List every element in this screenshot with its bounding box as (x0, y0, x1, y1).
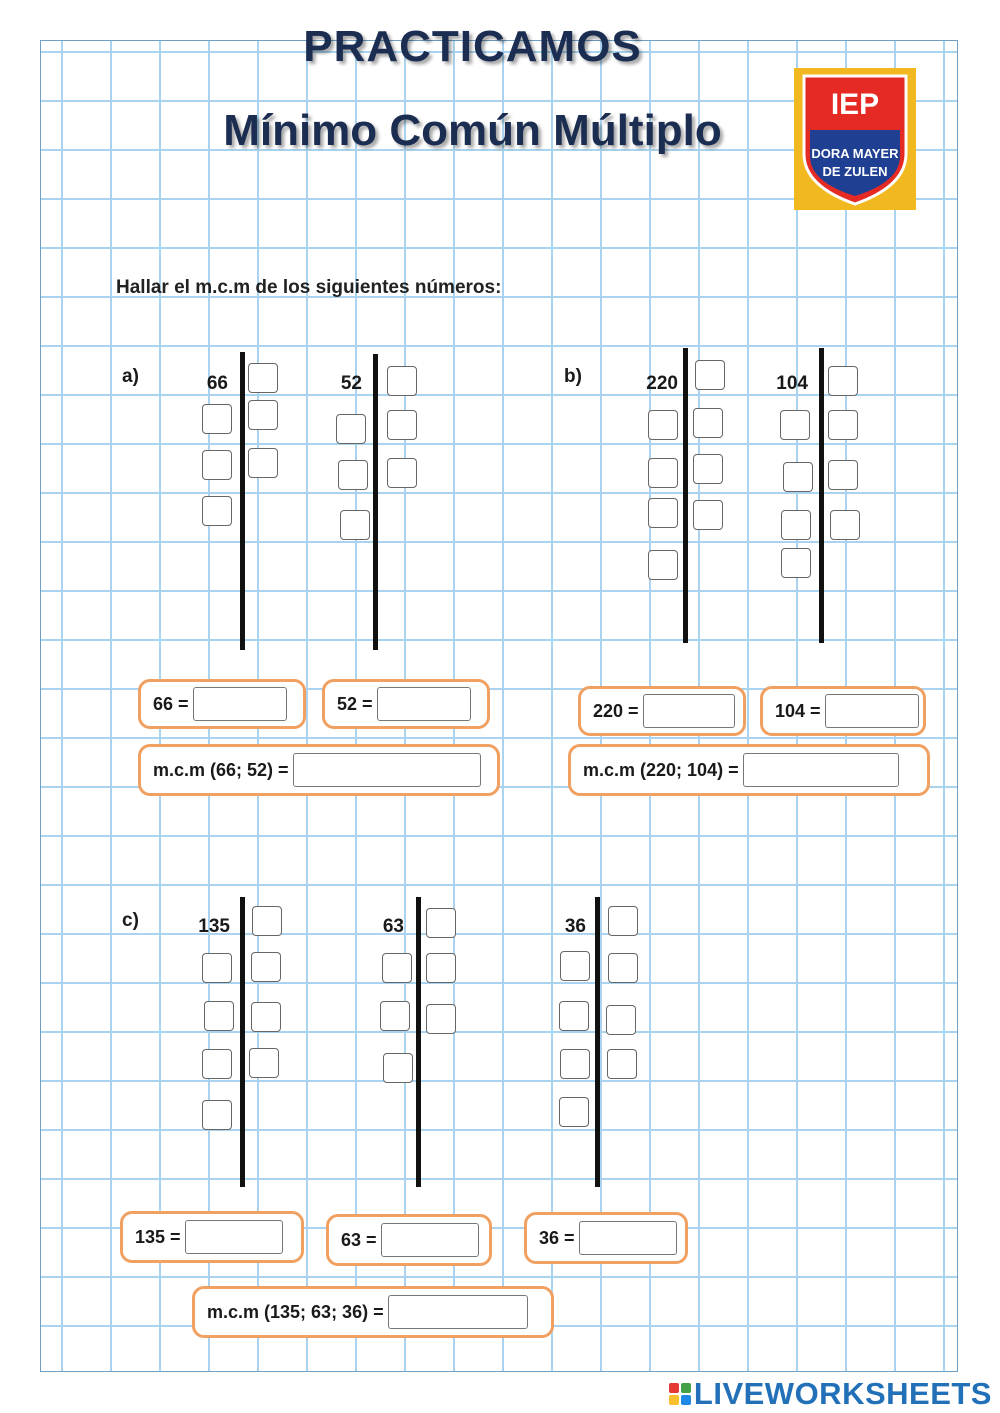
quotient-box[interactable] (387, 366, 417, 396)
quotient-box[interactable] (828, 460, 858, 490)
division-line (240, 897, 245, 1187)
answer-input[interactable] (185, 1220, 283, 1254)
quotient-box[interactable] (387, 458, 417, 488)
page-subtitle: Mínimo Común Múltiplo (223, 106, 722, 155)
answer-input[interactable] (643, 694, 735, 728)
decomposition-box-104 (760, 686, 926, 736)
decomposition-box-52 (322, 679, 490, 729)
quotient-box[interactable] (693, 454, 723, 484)
quotient-box[interactable] (249, 1048, 279, 1078)
dividend-box[interactable] (382, 953, 412, 983)
division-line (683, 348, 688, 643)
dividend-box[interactable] (202, 404, 232, 434)
dividend-box[interactable] (648, 410, 678, 440)
mcm-label: m.c.m (220; 104) = (583, 759, 739, 780)
quotient-box[interactable] (693, 500, 723, 530)
svg-text:IEP: IEP (830, 88, 880, 121)
decomposition-label: 36 = (539, 1227, 575, 1248)
decomposition-label: 52 = (337, 693, 373, 714)
dividend-box[interactable] (336, 414, 366, 444)
quotient-box[interactable] (248, 400, 278, 430)
quotient-box[interactable] (608, 953, 638, 983)
division-line (819, 348, 824, 643)
quotient-box[interactable] (607, 1049, 637, 1079)
dividend-box[interactable] (781, 510, 811, 540)
quotient-box[interactable] (828, 366, 858, 396)
dividend-box[interactable] (202, 1100, 232, 1130)
mcm-label: m.c.m (66; 52) = (153, 759, 289, 780)
number-63: 63 (382, 916, 404, 937)
mcm-answer-input[interactable] (293, 753, 481, 787)
dividend-box[interactable] (560, 951, 590, 981)
dividend-box[interactable] (648, 498, 678, 528)
quotient-box[interactable] (426, 908, 456, 938)
dividend-box[interactable] (648, 458, 678, 488)
mcm-answer-input[interactable] (743, 753, 899, 787)
division-line (240, 352, 245, 650)
answer-input[interactable] (193, 687, 287, 721)
mcm-label: m.c.m (135; 63; 36) = (207, 1301, 384, 1322)
answer-input[interactable] (381, 1223, 479, 1257)
number-52: 52 (340, 373, 362, 394)
decomposition-label: 63 = (341, 1229, 377, 1250)
instruction-text: Hallar el m.c.m de los siguientes números: (116, 277, 502, 298)
dividend-box[interactable] (783, 462, 813, 492)
quotient-box[interactable] (252, 906, 282, 936)
quotient-box[interactable] (251, 952, 281, 982)
quotient-box[interactable] (426, 1004, 456, 1034)
decomposition-label: 135 = (135, 1226, 181, 1247)
mcm-answer-input[interactable] (388, 1295, 528, 1329)
number-220: 220 (646, 373, 678, 394)
decomposition-label: 220 = (593, 700, 639, 721)
decomposition-box-36 (524, 1212, 688, 1264)
quotient-box[interactable] (387, 410, 417, 440)
division-line (416, 897, 421, 1187)
dividend-box[interactable] (781, 548, 811, 578)
quotient-box[interactable] (606, 1005, 636, 1035)
dividend-box[interactable] (202, 1049, 232, 1079)
answer-input[interactable] (377, 687, 471, 721)
dividend-box[interactable] (202, 953, 232, 983)
decomposition-box-220 (578, 686, 746, 736)
number-36: 36 (564, 916, 586, 937)
quotient-box[interactable] (248, 363, 278, 393)
mcm-box-c (192, 1286, 554, 1338)
decomposition-box-63 (326, 1214, 492, 1266)
dividend-box[interactable] (338, 460, 368, 490)
dividend-box[interactable] (340, 510, 370, 540)
quotient-box[interactable] (828, 410, 858, 440)
decomposition-box-135 (120, 1211, 304, 1263)
quotient-box[interactable] (693, 408, 723, 438)
decomposition-label: 66 = (153, 693, 189, 714)
quotient-box[interactable] (426, 953, 456, 983)
brand-name: LIVEWORKSHEETS (693, 1376, 992, 1411)
school-logo (794, 68, 916, 210)
answer-input[interactable] (579, 1221, 677, 1255)
division-line (595, 897, 600, 1187)
number-135: 135 (198, 916, 230, 937)
quotient-box[interactable] (830, 510, 860, 540)
exercise-a-label: a) (122, 366, 139, 387)
footer-brand (669, 1376, 992, 1412)
division-line (373, 354, 378, 650)
quotient-box[interactable] (251, 1002, 281, 1032)
dividend-box[interactable] (559, 1097, 589, 1127)
dividend-box[interactable] (383, 1053, 413, 1083)
dividend-box[interactable] (648, 550, 678, 580)
svg-text:DORA MAYER: DORA MAYER (811, 146, 899, 161)
exercise-b-label: b) (564, 366, 582, 387)
page-title: PRACTICAMOS (303, 22, 642, 71)
dividend-box[interactable] (560, 1049, 590, 1079)
dividend-box[interactable] (204, 1001, 234, 1031)
shield-icon (794, 68, 916, 210)
dividend-box[interactable] (380, 1001, 410, 1031)
quotient-box[interactable] (695, 360, 725, 390)
mcm-box-a (138, 744, 500, 796)
decomposition-box-66 (138, 679, 306, 729)
dividend-box[interactable] (780, 410, 810, 440)
dividend-box[interactable] (202, 496, 232, 526)
liveworksheets-icon (669, 1383, 691, 1405)
number-66: 66 (206, 373, 228, 394)
exercise-c-label: c) (122, 910, 139, 931)
quotient-box[interactable] (248, 448, 278, 478)
svg-text:DE ZULEN: DE ZULEN (822, 164, 888, 179)
dividend-box[interactable] (559, 1001, 589, 1031)
answer-input[interactable] (825, 694, 919, 728)
decomposition-label: 104 = (775, 700, 821, 721)
quotient-box[interactable] (608, 906, 638, 936)
mcm-box-b (568, 744, 930, 796)
dividend-box[interactable] (202, 450, 232, 480)
number-104: 104 (776, 373, 808, 394)
